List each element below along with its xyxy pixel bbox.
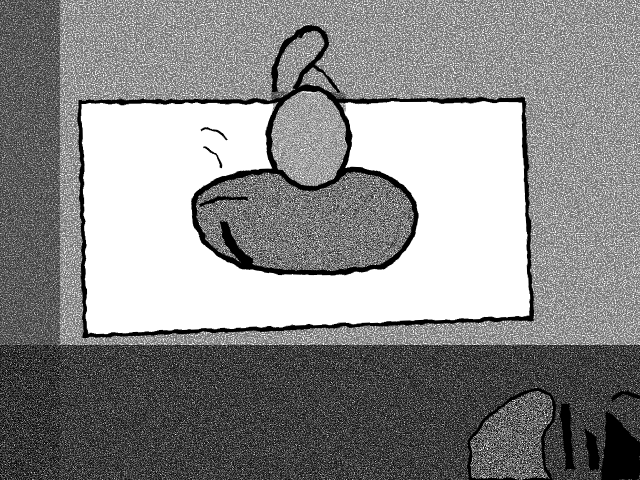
left-edge-texture	[0, 0, 60, 480]
